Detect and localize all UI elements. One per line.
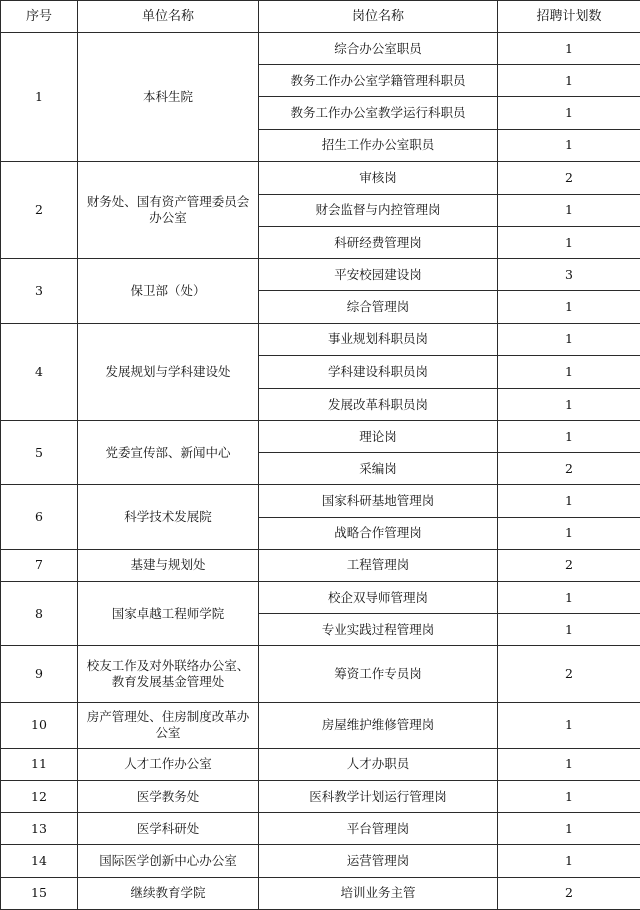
unit-name-cell [78,702,259,748]
position-name-cell: 国家科研基地管理岗 [259,485,498,517]
position-name-cell: 审核岗 [259,161,498,194]
unit-name-cell [78,161,259,259]
unit-name-text: 科学技术发展院 [124,509,212,525]
serial-number-cell: 4 [1,323,78,421]
table-row [1,259,640,291]
table-row [1,421,640,453]
header-position-name: 岗位名称 [259,1,498,33]
unit-name-text: 房产管理处、住房制度改革办公室 [86,709,250,741]
position-name-cell: 事业规划科职员岗 [259,323,498,355]
unit-name-cell [78,646,259,702]
serial-number-cell: 2 [1,161,78,259]
header-serial-number: 序号 [1,1,78,33]
position-name-cell: 专业实践过程管理岗 [259,614,498,646]
table-body [1,33,640,910]
position-name-cell: 筹资工作专员岗 [259,646,498,702]
planned-count-cell: 1 [498,485,640,517]
table-row [1,845,640,877]
unit-name-text: 本科生院 [142,88,193,104]
unit-name-cell [78,877,259,909]
position-name-cell: 平安校园建设岗 [259,259,498,291]
planned-count-cell: 2 [498,161,640,194]
serial-number-cell: 6 [1,485,78,549]
position-name-cell: 医科教学计划运行管理岗 [259,781,498,813]
position-name-cell: 运营管理岗 [259,845,498,877]
planned-count-cell: 2 [498,646,640,702]
planned-count-cell: 1 [498,194,640,226]
serial-number-cell: 5 [1,421,78,485]
unit-name-text: 财务处、国有资产管理委员会办公室 [86,193,250,225]
position-name-cell: 采编岗 [259,453,498,485]
table-row [1,323,640,355]
planned-count-cell: 1 [498,355,640,388]
table-row [1,781,640,813]
unit-name-text: 医学科研处 [136,820,200,836]
planned-count-cell: 1 [498,748,640,780]
serial-number-cell: 1 [1,33,78,162]
position-name-cell: 人才办职员 [259,748,498,780]
serial-number-cell: 7 [1,549,78,581]
table-row [1,702,640,748]
unit-name-cell [78,485,259,549]
serial-number-cell: 13 [1,813,78,845]
serial-number-cell: 9 [1,646,78,702]
table-row [1,549,640,581]
unit-name-cell [78,748,259,780]
planned-count-cell: 1 [498,227,640,259]
unit-name-text: 发展规划与学科建设处 [105,363,231,379]
planned-count-cell: 1 [498,65,640,97]
position-name-cell: 教务工作办公室教学运行科职员 [259,97,498,129]
planned-count-cell: 1 [498,421,640,453]
unit-name-text: 国际医学创新中心办公室 [99,852,237,868]
position-name-cell: 房屋维护维修管理岗 [259,702,498,748]
unit-name-text: 国家卓越工程师学院 [111,605,225,621]
header-unit-name: 单位名称 [78,1,259,33]
position-name-cell: 校企双导师管理岗 [259,581,498,613]
position-name-cell: 科研经费管理岗 [259,227,498,259]
table-row [1,646,640,702]
unit-name-text: 党委宣传部、新闻中心 [105,444,231,460]
header-row [1,1,640,33]
unit-name-text: 保卫部（处） [130,282,206,298]
table-row [1,877,640,909]
header-planned-count: 招聘计划数 [498,1,640,33]
serial-number-cell: 10 [1,702,78,748]
planned-count-cell: 1 [498,323,640,355]
planned-count-cell: 1 [498,813,640,845]
table-row [1,485,640,517]
table-row [1,748,640,780]
unit-name-text: 人才工作办公室 [124,756,212,772]
unit-name-cell [78,421,259,485]
planned-count-cell: 2 [498,453,640,485]
planned-count-cell: 1 [498,614,640,646]
unit-name-cell [78,549,259,581]
position-name-cell: 培训业务主管 [259,877,498,909]
planned-count-cell: 1 [498,845,640,877]
serial-number-cell: 8 [1,581,78,645]
position-name-cell: 平台管理岗 [259,813,498,845]
position-name-cell: 综合办公室职员 [259,33,498,65]
planned-count-cell: 1 [498,291,640,323]
serial-number-cell: 15 [1,877,78,909]
table-row [1,813,640,845]
unit-name-text: 继续教育学院 [130,885,206,901]
unit-name-cell [78,781,259,813]
planned-count-cell: 1 [498,781,640,813]
planned-count-cell: 1 [498,129,640,161]
serial-number-cell: 11 [1,748,78,780]
planned-count-cell: 1 [498,33,640,65]
serial-number-cell: 14 [1,845,78,877]
planned-count-cell: 2 [498,877,640,909]
position-name-cell: 发展改革科职员岗 [259,388,498,420]
position-name-cell: 工程管理岗 [259,549,498,581]
planned-count-cell: 1 [498,517,640,549]
position-name-cell: 理论岗 [259,421,498,453]
unit-name-cell [78,845,259,877]
table-row [1,33,640,65]
unit-name-cell [78,259,259,323]
planned-count-cell: 1 [498,388,640,420]
table-row [1,161,640,194]
position-name-cell: 财会监督与内控管理岗 [259,194,498,226]
unit-name-text: 校友工作及对外联络办公室、教育发展基金管理处 [86,657,250,689]
position-name-cell: 学科建设科职员岗 [259,355,498,388]
unit-name-cell [78,813,259,845]
unit-name-cell [78,33,259,162]
unit-name-cell [78,323,259,421]
serial-number-cell: 12 [1,781,78,813]
planned-count-cell: 2 [498,549,640,581]
planned-count-cell: 3 [498,259,640,291]
table-row [1,581,640,613]
planned-count-cell: 1 [498,702,640,748]
planned-count-cell: 1 [498,97,640,129]
position-name-cell: 教务工作办公室学籍管理科职员 [259,65,498,97]
position-name-cell: 招生工作办公室职员 [259,129,498,161]
position-name-cell: 战略合作管理岗 [259,517,498,549]
unit-name-text: 医学教务处 [136,788,200,804]
planned-count-cell: 1 [498,581,640,613]
unit-name-cell [78,581,259,645]
position-name-cell: 综合管理岗 [259,291,498,323]
unit-name-text: 基建与规划处 [130,557,206,573]
serial-number-cell: 3 [1,259,78,323]
